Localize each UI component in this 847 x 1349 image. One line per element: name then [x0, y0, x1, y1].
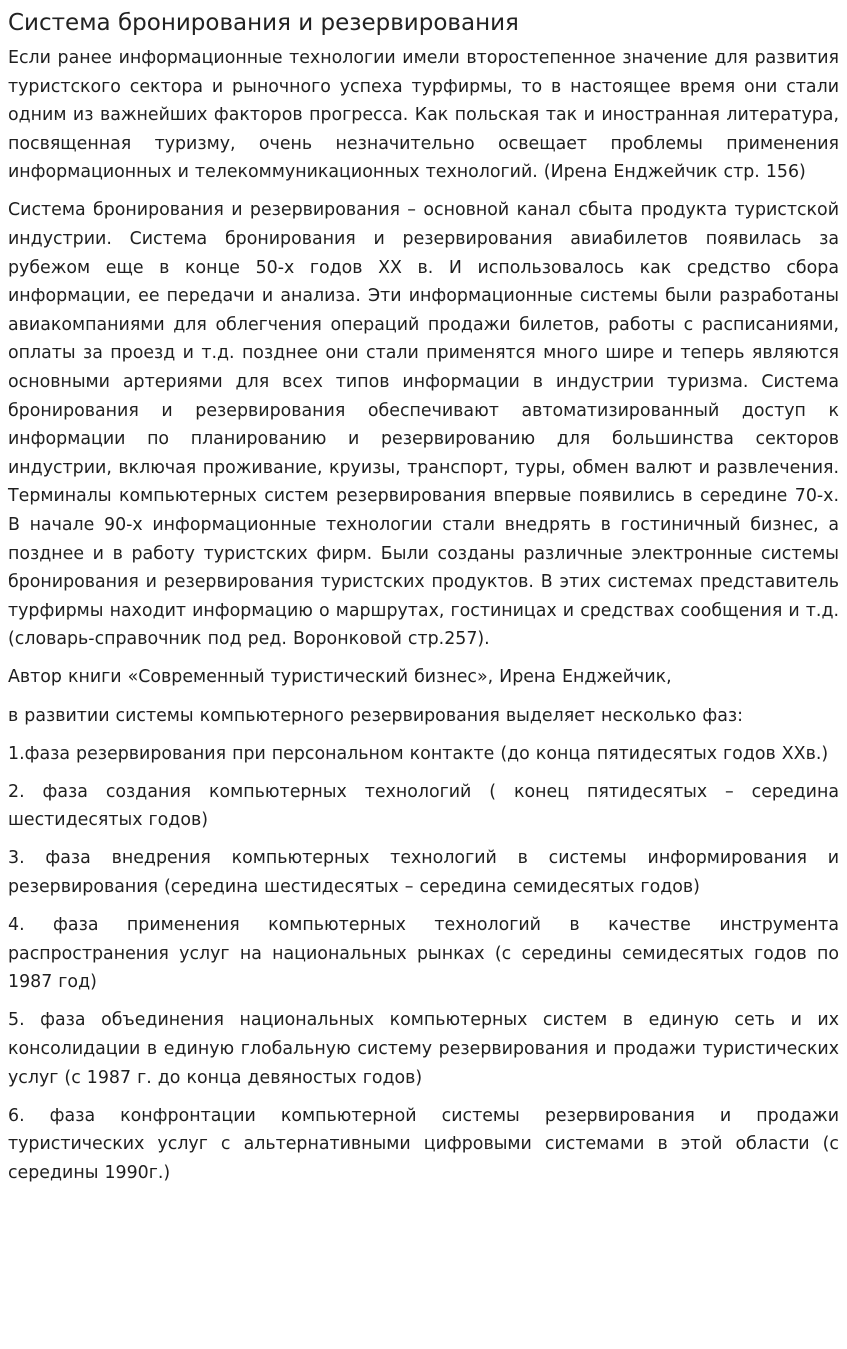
- phase-item-5: 5. фаза объединения национальных компьютерных систем в единую сеть и их консолидации в единую глобальную систему резервирования и продажи туристических услуг (с 1987 г. до конца девяностых годов): [8, 1010, 839, 1088]
- phases-list: [8, 740, 839, 1188]
- document-title: Система бронирования и резервирования: [8, 10, 519, 36]
- phase-item-3: 3. фаза внедрения компьютерных технологий в системы информирования и резервирования (середина шестидесятых – середина семидесятых годов): [8, 848, 839, 898]
- phase-item-2: 2. фаза создания компьютерных технологий ( конец пятидесятых – середина шестидесятых годов): [8, 781, 839, 831]
- phase-item-4: 4. фаза применения компьютерных технологий в качестве инструмента распространения услуг на национальных рынках (с середины семидесятых годов по 1987 год): [8, 915, 839, 993]
- booking-system-paragraph: Система бронирования и резервирования – основной канал сбыта продукта туристской индустрии. Система бронирования и резервирования авиабилетов появилась за рубежом еще в конце 50-х годов XX в. И использовалось как средство сбора информации, ее передачи и анализа. Эти информационные системы были разработаны авиакомпаниями для облегчения операций продажи билетов, работы с расписаниями, оплаты за проезд и т.д. позднее они стали применятся много шире и теперь являются основными артериями для всех типов информации в индустрии туризма. Система бронирования и резервирования обеспечивают автоматизированный доступ к информации по планированию и резервированию для большинства секторов индустрии, включая проживание, круизы, транспорт, туры, обмен валют и развлечения. Терминалы компьютерных систем резервирования впервые появились в середине 70-х. В начале 90-х информационные технологии стали внедрять в гостиничный бизнес, а позднее и в работу туристских фирм. Были созданы различные электронные системы бронирования и резервирования туристских продуктов. В этих системах представитель турфирмы находит информацию о маршрутах, гостиницах и средствах сообщения и т.д. (словарь-справочник под ред. Воронковой стр.257).: [8, 200, 839, 650]
- intro-paragraph: Если ранее информационные технологии имели второстепенное значение для развития туристского сектора и рыночного успеха турфирмы, то в настоящее время они стали одним из важнейших факторов прогресса. Как польская так и иностранная литература, посвященная туризму, очень незначительно освещает проблемы применения информационных и телекоммуникационных технологий. (Ирена Енджейчик стр. 156): [8, 48, 839, 183]
- phase-item-1: 1.фаза резервирования при персональном контакте (до конца пятидесятых годов XXв.): [8, 743, 829, 764]
- phases-intro-paragraph: в развитии системы компьютерного резервирования выделяет несколько фаз:: [8, 705, 743, 726]
- author-paragraph: Автор книги «Современный туристический бизнес», Ирена Енджейчик,: [8, 667, 672, 688]
- phase-item-6: 6. фаза конфронтации компьютерной системы резервирования и продажи туристических услуг с альтернативными цифровыми системами в этой области (с середины 1990г.): [8, 1105, 839, 1183]
